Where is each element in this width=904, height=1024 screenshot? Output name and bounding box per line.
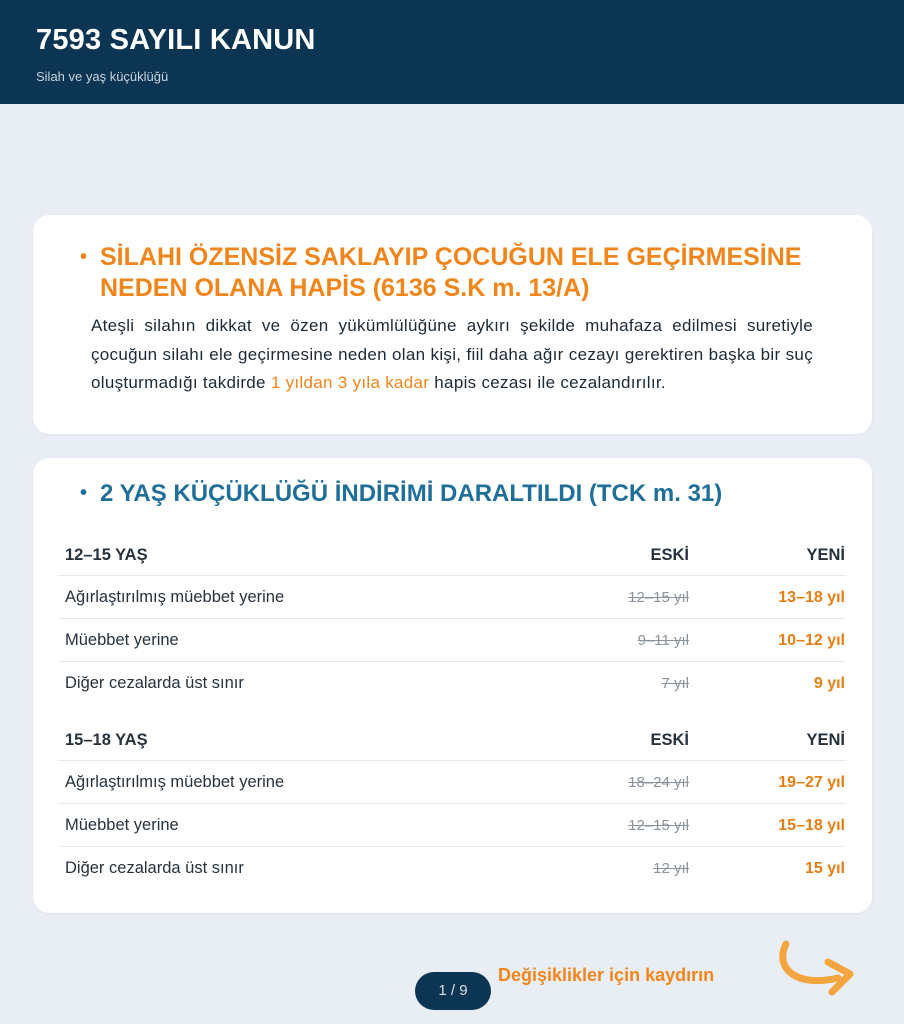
old-value: 7 yıl <box>661 674 689 692</box>
old-value: 12–15 yıl <box>628 816 689 834</box>
table-row <box>59 619 845 662</box>
section-title-age-reduction <box>80 478 860 509</box>
row-label: Diğer cezalarda üst sınır <box>65 673 244 692</box>
section-title-text: SİLAHI ÖZENSİZ SAKLAYIP ÇOCUĞUN ELE GEÇİRMESİNE NEDEN OLANA HAPİS (6136 S.K m. 13/A) <box>100 243 802 302</box>
page-subtitle: Silah ve yaş küçüklüğü <box>36 69 169 84</box>
section-title-text: 2 YAŞ KÜÇÜKLÜĞÜ İNDİRİMİ DARALTILDI (TCK m. 31) <box>100 480 723 507</box>
table-row <box>59 761 845 804</box>
bullet-icon: • <box>80 246 88 268</box>
table-row <box>59 662 845 705</box>
row-label: Müebbet yerine <box>59 804 563 847</box>
new-value: 15–18 yıl <box>778 816 845 834</box>
paragraph-text: Ateşli silahın dikkat ve özen yükümlülüğüne aykırı şekilde muhafaza edilmesi suretiyle çocuğun silahı ele geçirmesine neden olan kişi, fiil daha ağır cezayı gerektiren başka bir suç oluşturmadığı takdirde <box>91 316 813 392</box>
new-value: 9 yıl <box>813 674 845 692</box>
old-column-header: ESKİ <box>563 536 689 576</box>
scroll-hint: Değişiklikler için kaydırın <box>498 965 715 985</box>
age-15-18-table <box>59 721 845 889</box>
new-value: 10–12 yıl <box>778 631 845 649</box>
paragraph-text-end: hapis cezası ile cezalandırılır. <box>429 373 666 392</box>
row-label: Ağırlaştırılmış müebbet yerine <box>59 576 563 619</box>
section-paragraph <box>91 312 813 398</box>
old-value: 18–24 yıl <box>628 773 689 791</box>
new-column-header: YENİ <box>689 536 845 576</box>
new-value: 15 yıl <box>804 859 845 877</box>
header-bar <box>0 0 904 104</box>
age-reduction-card <box>33 458 872 913</box>
group-label: 15–18 YAŞ <box>59 721 563 761</box>
new-column-header: YENİ <box>689 721 845 761</box>
bullet-icon: • <box>80 482 88 504</box>
old-value: 12 yıl <box>653 859 689 877</box>
row-label: Ağırlaştırılmış müebbet yerine <box>59 761 563 804</box>
table-row <box>59 804 845 847</box>
old-column-header: ESKİ <box>563 721 689 761</box>
table-header-row <box>59 536 845 576</box>
old-value: 12–15 yıl <box>628 588 689 606</box>
table-header-row <box>59 721 845 761</box>
table-row <box>59 847 845 890</box>
age-12-15-table <box>59 536 845 704</box>
new-value: 13–18 yıl <box>778 588 845 606</box>
curved-arrow-right-icon[interactable] <box>776 938 858 1005</box>
penalty-highlight: 1 yıldan 3 yıla kadar <box>270 373 430 392</box>
old-value: 9–11 yıl <box>637 631 689 649</box>
new-value: 19–27 yıl <box>778 773 845 791</box>
page-title: 7593 SAYILI KANUN <box>36 24 316 56</box>
weapon-storage-card <box>33 215 872 434</box>
row-label: Diğer cezalarda üst sınır <box>65 858 244 877</box>
page-indicator[interactable]: 1 / 9 <box>415 972 491 1010</box>
group-label: 12–15 YAŞ <box>59 536 563 576</box>
row-label: Müebbet yerine <box>59 619 563 662</box>
section-title-weapon-storage <box>80 242 860 304</box>
table-row <box>59 576 845 619</box>
